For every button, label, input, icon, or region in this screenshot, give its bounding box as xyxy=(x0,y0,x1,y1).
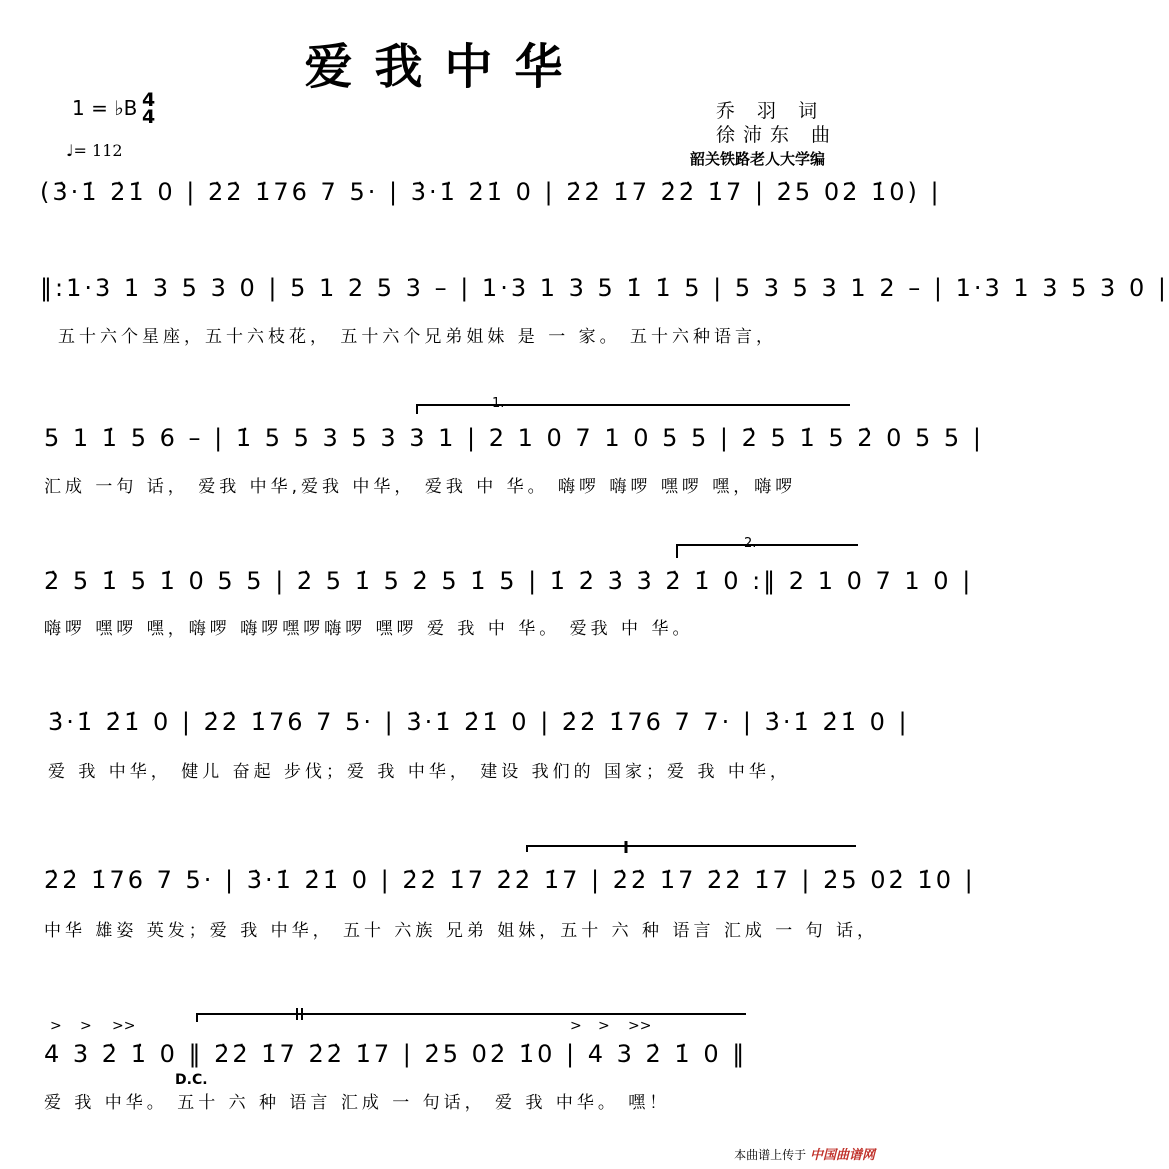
score-row-7-lyrics: 爱 我 中华。 五十 六 种 语言 汇成 一 句话， 爱 我 中华。 嘿！ xyxy=(44,1093,671,1113)
section-bracket-row-6 xyxy=(527,846,856,852)
time-signature-bottom: 4 xyxy=(142,106,156,128)
score-row-6-lyrics: 中华 雄姿 英发；爱 我 中华， 五十 六族 兄弟 姐妹，五十 六 种 语言 汇成 一 句 话， xyxy=(44,921,879,941)
accent-mark: > xyxy=(598,1018,610,1034)
lyricist-credit: 乔 羽 词 xyxy=(716,100,826,122)
arranger-credit: 韶关铁路老人大学编 xyxy=(690,150,826,168)
score-row-5-notes: 3̇·1̇ 2̇1̇ 0 | 2̇2̇ 1̇76 7 5· | 3̇·1̇ 2̇1̇ 0 | 2̇2̇ 1̇76 7 7· | 3̇·1̇ 2̇1̇ 0 | xyxy=(48,708,910,736)
score-row-3-lyrics: 汇成 一句 话， 爱我 中华,爱我 中华， 爱我 中 华。 嗨啰 嗨啰 嘿啰 嘿，嗨啰 xyxy=(44,477,797,497)
score-row-5-lyrics: 爱 我 中华， 健儿 奋起 步伐；爱 我 中华， 建设 我们的 国家；爱 我 中华， xyxy=(48,762,791,782)
score-row-4-notes: 2̇ 5 1̇ 5 1̇ 0 5 5 | 2̇ 5 1̇ 5 2̇ 5 1̇ 5 | 1̇ 2̇ 3̇ 3̇ 2̇ 1̇ 0 :‖ 2 1 0 7 1 0 | xyxy=(44,567,974,595)
volta-2-label: 2. xyxy=(744,536,757,551)
score-row-1-notes: (3̇·1̇ 2̇1̇ 0 | 2̇2̇ 1̇76 7 5· | 3̇·1̇ 2̇1̇ 0 | 2̇2̇ 1̇7 2̇2̇ 1̇7 | 2̇5 02̇ 1̇0) | xyxy=(40,178,942,206)
accent-mark: > xyxy=(50,1018,62,1034)
accent-mark: >> xyxy=(112,1018,136,1034)
key-signature: 1 = ♭B xyxy=(72,96,138,120)
page-title: 爱我中华 xyxy=(304,39,585,95)
tempo-marking: ♩= 112 xyxy=(66,141,123,160)
score-row-3-notes: 5 1 1̇ 5 6 – | 1̇ 5 5 3 5 3 3 1 | 2 1 0 7 1 0 5 5 | 2̇ 5 1̇ 5 2̇ 0 5 5 | xyxy=(44,424,984,452)
composer-credit: 徐沛东 曲 xyxy=(716,124,839,146)
volta-1-bracket xyxy=(417,405,850,414)
score-row-2-notes: ‖:1·3 1 3 5 3 0 | 5 1 2 5 3 – | 1·3 1 3 5 1̇ 1̇ 5 | 5 3 5 3 1 2 – | 1·3 1 3 5 3 0 | xyxy=(40,274,1169,302)
score-row-7-notes: 4 3 2̇ 1̇ 0 ‖ 2̇2̇ 1̇7 2̇2̇ 1̇7 | 2̇5 02̇ 1̇0 | 4 3 2̇ 1̇ 0 ‖ xyxy=(44,1040,748,1068)
volta-1-label: 1. xyxy=(492,396,505,411)
section-bracket-row-7 xyxy=(197,1014,746,1022)
score-row-6-notes: 2̇2̇ 1̇76 7 5· | 3̇·1̇ 2̇1̇ 0 | 2̇2̇ 1̇7 2̇2̇ 1̇7 | 2̇2̇ 1̇7 2̇2̇ 1̇7 | 2̇5 02̇ 1̇0 | xyxy=(44,866,976,894)
volta-2-bracket xyxy=(677,545,858,558)
site-logo[interactable]: 中国曲谱网 xyxy=(809,1148,875,1163)
accent-mark: > xyxy=(80,1018,92,1034)
footer-text: 本曲谱上传于 xyxy=(734,1148,807,1162)
accent-mark: > xyxy=(570,1018,582,1034)
score-row-4-lyrics: 嗨啰 嘿啰 嘿，嗨啰 嗨啰嘿啰嗨啰 嘿啰 爱 我 中 华。 爱我 中 华。 xyxy=(44,619,694,639)
score-row-2-lyrics: 五十六个星座，五十六枝花， 五十六个兄弟姐妹 是 一 家。 五十六种语言， xyxy=(58,327,778,347)
time-signature-top: 4 xyxy=(142,89,156,111)
dc-marking: D.C. xyxy=(175,1072,208,1088)
accent-mark: >> xyxy=(628,1018,652,1034)
footer-attribution xyxy=(734,1144,875,1163)
